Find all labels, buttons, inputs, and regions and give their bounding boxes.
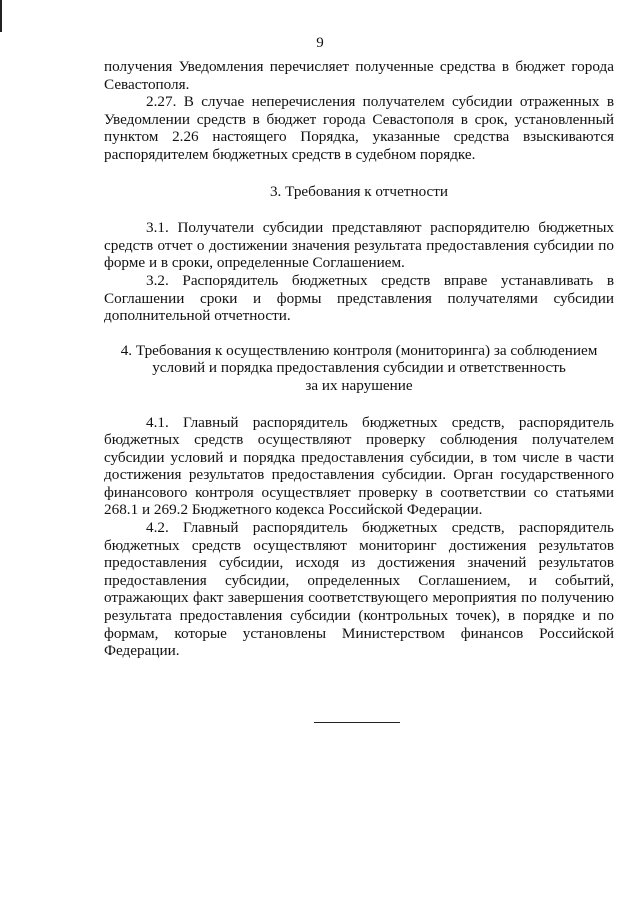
page-number: 9: [316, 35, 324, 51]
closing-rule: [314, 722, 400, 723]
section-4-heading-line: условий и порядка предоставления субсидии и ответственность: [152, 359, 566, 377]
paragraph-3-2: 3.2. Распорядитель бюджетных средств вправе устанавливать в Соглашении сроки и формы представления получателями субсидии дополнительной отчетности.: [104, 271, 614, 325]
section-4-heading-line: 4. Требования к осуществлению контроля (мониторинга) за соблюдением: [120, 341, 598, 359]
paragraph-4-2: 4.2. Главный распорядитель бюджетных средств, распорядитель бюджетных средств осуществляют мониторинг достижения результатов предоставления субсидии, исходя из достижения значений результатов предоставления субсидии, определенных Соглашением, и событий, отражающих факт завершения соответствующего мероприятия по получению результата предоставления субсидии (контрольных точек), в порядке и по формам, которые установлены Министерством финансов Российской Федерации.: [104, 519, 614, 660]
section-3-heading: 3. Требования к отчетности: [269, 182, 449, 200]
section-4-heading-line: за их нарушение: [305, 376, 413, 394]
paragraph-3-1: 3.1. Получатели субсидии представляют распорядителю бюджетных средств отчет о достижении значения результата предоставления субсидии по форме и в сроки, определенные Соглашением.: [104, 219, 614, 272]
paragraph-2-27: 2.27. В случае неперечисления получателем субсидии отраженных в Уведомлении средств в бюджет города Севастополя в срок, установленный пунктом 2.26 настоящего Порядка, указанные средства взыскиваются распорядителем бюджетных средств в судебном порядке.: [104, 93, 614, 163]
paragraph-4-1: 4.1. Главный распорядитель бюджетных средств, распорядитель бюджетных средств осуществляют проверку соблюдения получателем субсидии условий и порядка предоставления субсидии, в том числе в части достижения результатов предоставления субсидии. Орган государственного финансового контроля осуществляет проверку в соответствии со статьями 268.1 и 269.2 Бюджетного кодекса Российской Федерации.: [104, 413, 614, 519]
paragraph-continuation: получения Уведомления перечисляет полученные средства в бюджет города Севастополя.: [104, 58, 614, 93]
scan-edge-mark: [0, 0, 2, 32]
section-4-heading: [104, 342, 614, 395]
document-body: [104, 58, 614, 660]
